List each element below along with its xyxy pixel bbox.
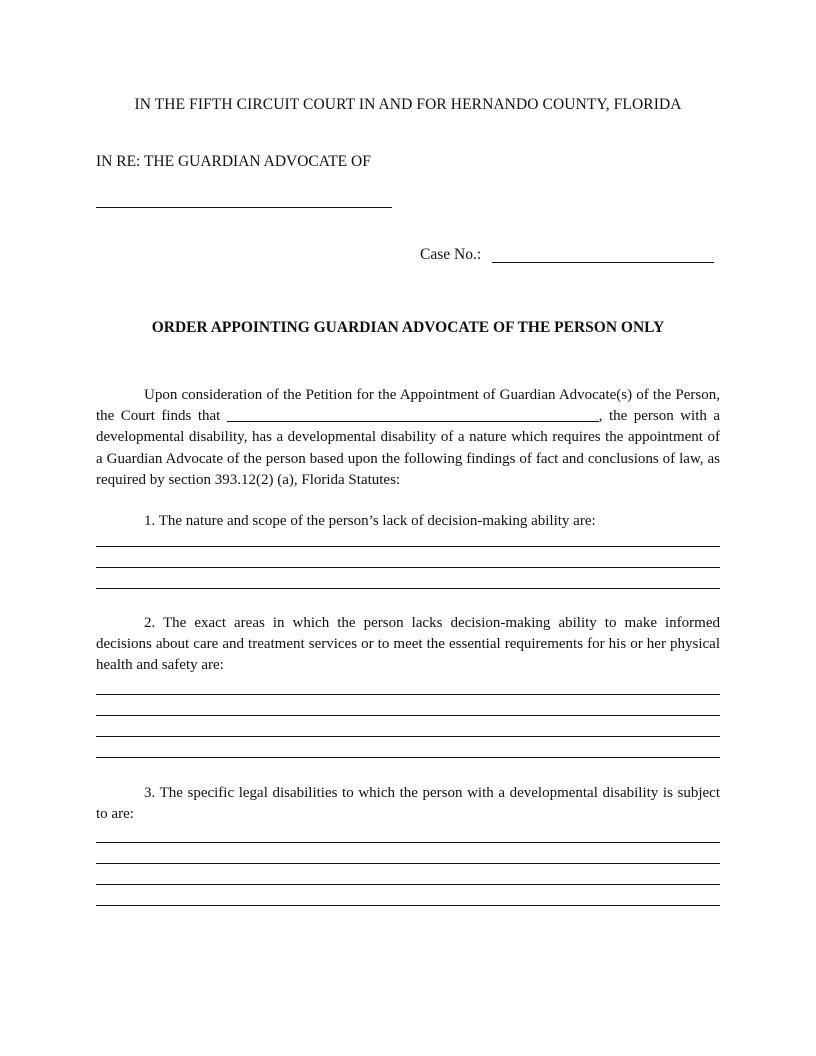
finding-1: [96, 511, 720, 532]
finding-3: [96, 783, 720, 825]
finding-3-text: 3. The specific legal disabilities to which the person with a developmental disability is subject to are:: [96, 785, 720, 823]
case-number-label: Case No.:: [420, 246, 482, 263]
finding-3-answer-line-1[interactable]: [96, 842, 720, 843]
document-title: ORDER APPOINTING GUARDIAN ADVOCATE OF THE PERSON ONLY: [151, 319, 665, 336]
finding-1-answer-line-2[interactable]: [96, 567, 720, 568]
in-re-caption: IN RE: THE GUARDIAN ADVOCATE OF: [96, 153, 371, 170]
finding-1-text: 1. The nature and scope of the person’s lack of decision-making ability are:: [144, 513, 596, 529]
finding-1-answer-line-1[interactable]: [96, 546, 720, 547]
finding-3-answer-line-2[interactable]: [96, 863, 720, 864]
case-number-blank[interactable]: [492, 262, 714, 263]
finding-2: [96, 613, 720, 677]
finding-2-text: 2. The exact areas in which the person lacks decision-making ability to make informed decisions about care and treatment services or to meet the essential requirements for his or her physical health and safety are:: [96, 615, 720, 674]
finding-2-answer-line-4[interactable]: [96, 757, 720, 758]
finding-2-answer-line-3[interactable]: [96, 736, 720, 737]
person-name-blank[interactable]: [227, 407, 599, 422]
finding-2-answer-line-1[interactable]: [96, 694, 720, 695]
intro-paragraph: [96, 385, 720, 491]
court-heading: IN THE FIFTH CIRCUIT COURT IN AND FOR HERNANDO COUNTY, FLORIDA: [134, 96, 682, 113]
ward-name-blank[interactable]: [96, 207, 392, 208]
intro-text-part1: Upon consideration of the Petition for the Appointment of Guardian Advocate(s) of the Person, the Court finds that: [96, 387, 720, 425]
finding-3-answer-line-3[interactable]: [96, 884, 720, 885]
intro-text-part2: , the person with a developmental disability, has a developmental disability of a nature which requires the appointment of a Guardian Advocate of the person based upon the following findings of fact and conclusions of law, as required by section 393.12(2) (a), Florida Statutes:: [96, 408, 720, 488]
finding-1-answer-line-3[interactable]: [96, 588, 720, 589]
finding-3-answer-line-4[interactable]: [96, 905, 720, 906]
finding-2-answer-line-2[interactable]: [96, 715, 720, 716]
